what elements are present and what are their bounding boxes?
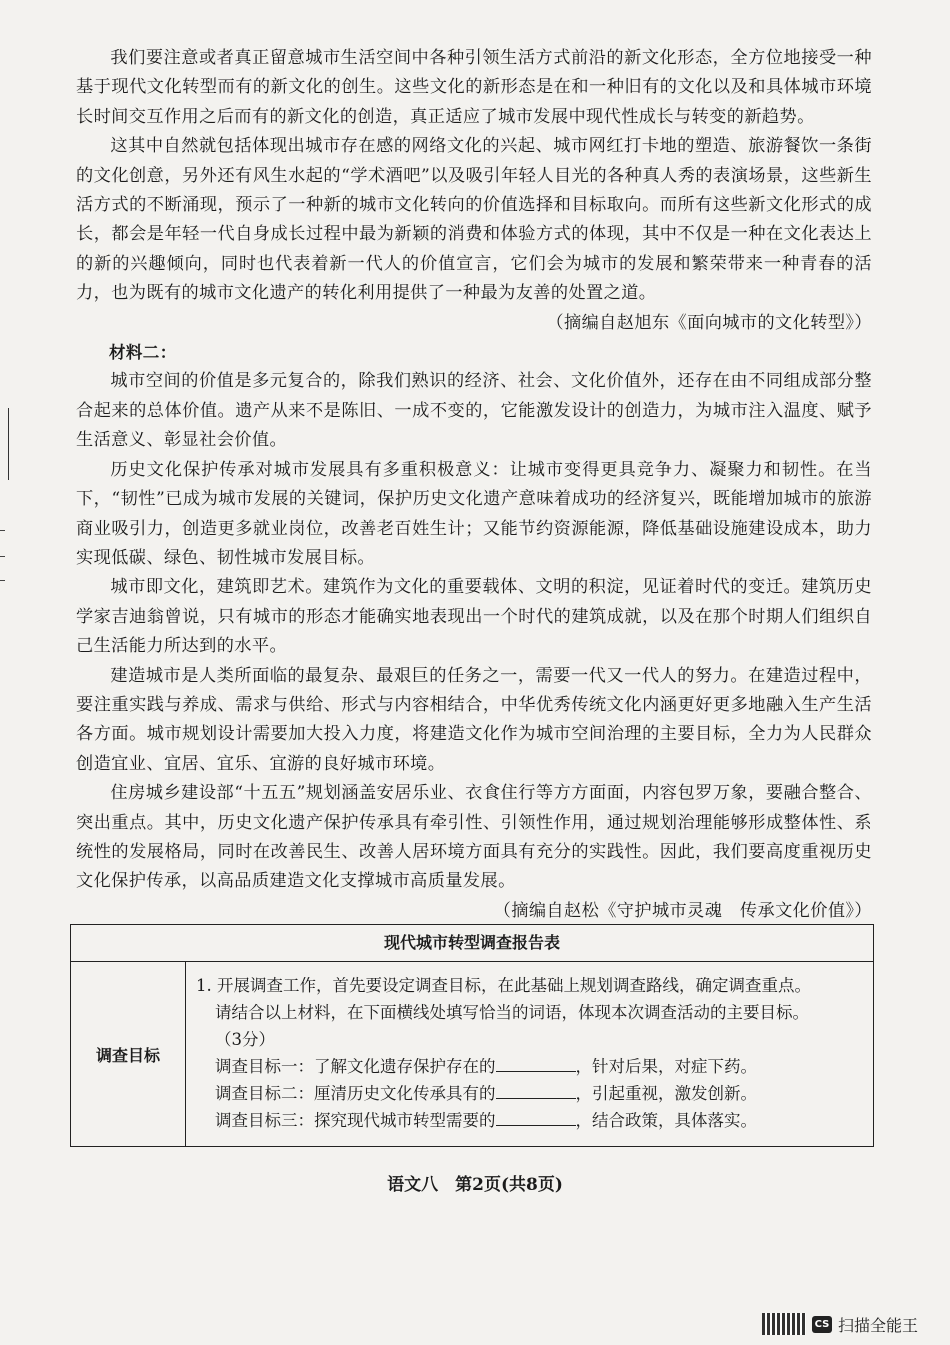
goal-line-2 xyxy=(196,1080,865,1107)
table-row xyxy=(71,962,873,1146)
goal-line-3 xyxy=(196,1107,865,1134)
material2-paragraph-1: 城市空间的价值是多元复合的，除我们熟识的经济、社会、文化价值外，还存在由不同组成部分整合起来的总体价值。遗产从来不是陈旧、一成不变的，它能激发设计的创造力，为城市注入温度、赋予生活意义、彰显社会价值。 xyxy=(76,371,872,451)
material2-source: （摘编自赵松《守护城市灵魂 传承文化价值》） xyxy=(493,900,872,921)
material2-paragraph-2: 历史文化保护传承对城市发展具有多重积极意义：让城市变得更具竞争力、凝聚力和韧性。在当下，“韧性”已成为城市发展的关键词，保护历史文化遗产意味着成功的经济复兴，既能增加城市的旅游商业吸引力，创造更多就业岗位，改善老百姓生计；又能节约资源能源，降低基础设施建设成本，助力实现低碳、绿色、韧性城市发展目标。 xyxy=(76,459,872,568)
scanner-app-name: 扫描全能王 xyxy=(838,1315,919,1335)
table-title: 现代城市转型调查报告表 xyxy=(71,925,873,962)
goal-line-1 xyxy=(196,1053,865,1080)
material2-paragraph-5: 住房城乡建设部“十五五”规划涵盖安居乐业、衣食住行等方方面面，内容包罗万象，要融合整合、突出重点。其中，历史文化遗产保护传承具有牵引性、引领性作用，通过规划治理能够形成整体性、系统性的发展格局，同时在改善民生、改善人居环境方面具有充分的实践性。因此，我们要高度重视历史文化保护传承，以高品质建造文化支撑城市高质量发展。 xyxy=(76,783,872,892)
material2-paragraph-4: 建造城市是人类所面临的最复杂、最艰巨的任务之一，需要一代又一代人的努力。在建造过程中，要注重实践与养成、需求与供给、形式与内容相结合，中华优秀传统文化内涵更好更多地融入生产生活各方面。城市规划设计需要加大投入力度，将建造文化作为城市空间治理的主要目标，全力为人民群众创造宜业、宜居、宜乐、宜游的良好城市环境。 xyxy=(76,665,872,774)
goal-2-prefix: 调查目标二：厘清历史文化传承具有的 xyxy=(215,1084,496,1103)
answer-blank-3[interactable] xyxy=(496,1107,576,1126)
material1-source: （摘编自赵旭东《面向城市的文化转型》） xyxy=(546,312,872,333)
survey-report-table xyxy=(70,924,874,1147)
answer-blank-1[interactable] xyxy=(496,1053,576,1072)
question-line-2: 请结合以上材料，在下面横线处填写恰当的词语，体现本次调查活动的主要目标。 xyxy=(215,1003,809,1022)
camscanner-logo: CS xyxy=(812,1316,832,1333)
scanner-watermark xyxy=(762,1313,918,1335)
question-line-1: 1. 开展调查工作，首先要设定调查目标，在此基础上规划调查路线，确定调查重点。 xyxy=(196,976,811,995)
margin-tick xyxy=(0,580,5,581)
material2-paragraph-3: 城市即文化，建筑即艺术。建筑作为文化的重要载体、文明的积淀，见证着时代的变迁。建筑历史学家吉迪翁曾说，只有城市的形态才能确实地表现出一个时代的建筑成就，以及在那个时期人们组织自己生活能力所达到的水平。 xyxy=(76,577,872,657)
answer-blank-2[interactable] xyxy=(496,1080,576,1099)
goal-3-suffix: ，结合政策，具体落实。 xyxy=(575,1111,757,1130)
row-label: 调查目标 xyxy=(71,962,186,1146)
passage-body xyxy=(76,44,872,926)
material2-heading: 材料二： xyxy=(109,343,177,363)
question-score: （3分） xyxy=(215,1030,275,1049)
goal-2-suffix: ，引起重视，激发创新。 xyxy=(575,1084,757,1103)
goal-3-prefix: 调查目标三：探究现代城市转型需要的 xyxy=(215,1111,496,1130)
qr-code-icon xyxy=(762,1313,806,1335)
material1-paragraph-2: 这其中自然就包括体现出城市存在感的网络文化的兴起、城市网红打卡地的塑造、旅游餐饮一条街的文化创意，另外还有风生水起的“学术酒吧”以及吸引年轻人目光的各种真人秀的表演场景，这些新生活方式的不断涌现，预示了一种新的城市文化转向的价值选择和目标取向。而所有这些新文化形式的成长，都会是年轻一代自身成长过程中最为新颖的消费和体验方式的体现，其中不仅是一种在文化表达上的新的兴趣倾向，同时也代表着新一代人的价值宣言，它们会为城市的发展和繁荣带来一种青春的活力，也为既有的城市文化遗产的转化利用提供了一种最为友善的处置之道。 xyxy=(76,136,872,304)
margin-tick xyxy=(0,530,5,531)
page-footer: 语文八 第2页(共8页) xyxy=(387,1175,563,1195)
material1-paragraph-1: 我们要注意或者真正留意城市生活空间中各种引领生活方式前沿的新文化形态，全方位地接受一种基于现代文化转型而有的新文化的创生。这些文化的新形态是在和一种旧有的文化以及和具体城市环境长时间交互作用之后而有的新文化的创造，真正适应了城市发展中现代性成长与转变的新趋势。 xyxy=(76,48,872,127)
binding-margin-line xyxy=(0,408,9,480)
question-content xyxy=(186,962,873,1146)
goal-1-suffix: ，针对后果，对症下药。 xyxy=(575,1057,757,1076)
goal-1-prefix: 调查目标一：了解文化遗存保护存在的 xyxy=(215,1057,496,1076)
margin-tick xyxy=(0,556,5,557)
